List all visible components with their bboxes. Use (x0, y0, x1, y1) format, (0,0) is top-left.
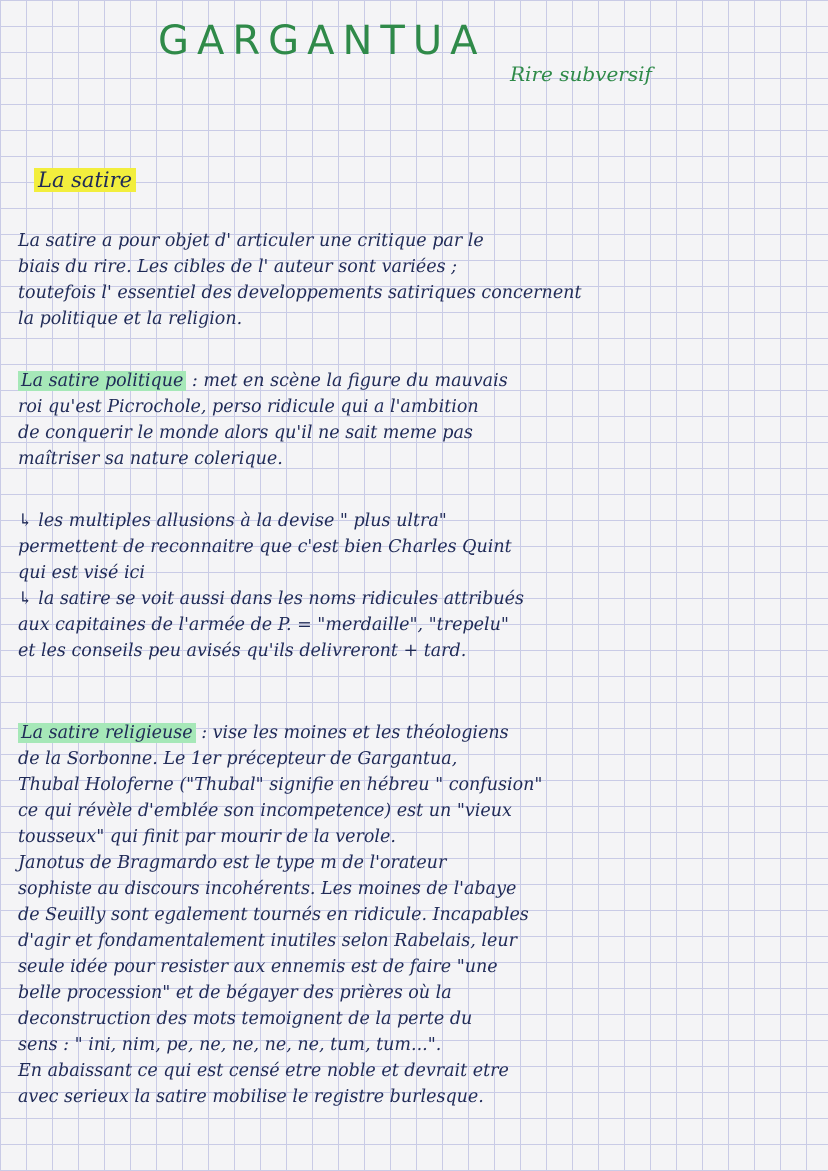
satire-heading (34, 168, 136, 192)
religieuse-text: : vise les moines et les théologiens de la Sorbonne. Le 1er précepteur de Gargantua, Thubal Holoferne ("Thubal" signifie en hébreu " confusion" ce qui révèle d'emblée son incompetence) est un "vieux tousseux" qui finit par mourir de la verole. Janotus de Bragmardo est le type m de l'orateur sophiste au discours incohérents. Les moines de l'abaye de Seuilly sont egalement tournés en ridicule. Incapables d'agir et fondamentalement inutiles selon Rabelais, leur seule idée pour resister aux ennemis est de faire "une belle procession" et de bégayer des prières où la deconstruction des mots temoignent de la perte du sens : " ini, nim, pe, ne, ne, ne, ne, tum, tum...". En abaissant ce qui est censé etre noble et devrait etre avec serieux la satire mobilise le registre burlesque. (18, 723, 543, 1107)
politique-paragraph (18, 368, 816, 472)
politique-heading: La satire politique (18, 371, 186, 391)
religieuse-heading: La satire religieuse (18, 723, 196, 743)
religieuse-paragraph (18, 720, 816, 1110)
satire-paragraph: La satire a pour objet d' articuler une critique par le biais du rire. Les cibles de l' auteur sont variées ; toutefois l' essentiel des developpements satiriques concernent la politique et la religion. (18, 231, 582, 329)
politique-notes: ↳ les multiples allusions à la devise " plus ultra" permettent de reconnaitre que c'est bien Charles Quint qui est visé ici ↳ la satire se voit aussi dans les noms ridicules attribués aux capitaines de l'armée de P. = "merdaille", "trepelu" et les conseils peu avisés qu'ils delivreront + tard. (18, 511, 524, 661)
page-title: GARGANTUA (158, 18, 486, 64)
page-subtitle: Rire subversif (510, 62, 652, 86)
politique-text: : met en scène la figure du mauvais roi qu'est Picrochole, perso ridicule qui a l'ambition de conquerir le monde alors qu'il ne sait meme pas maîtriser sa nature colerique. (18, 371, 508, 469)
satire-heading-label: La satire (34, 168, 136, 192)
